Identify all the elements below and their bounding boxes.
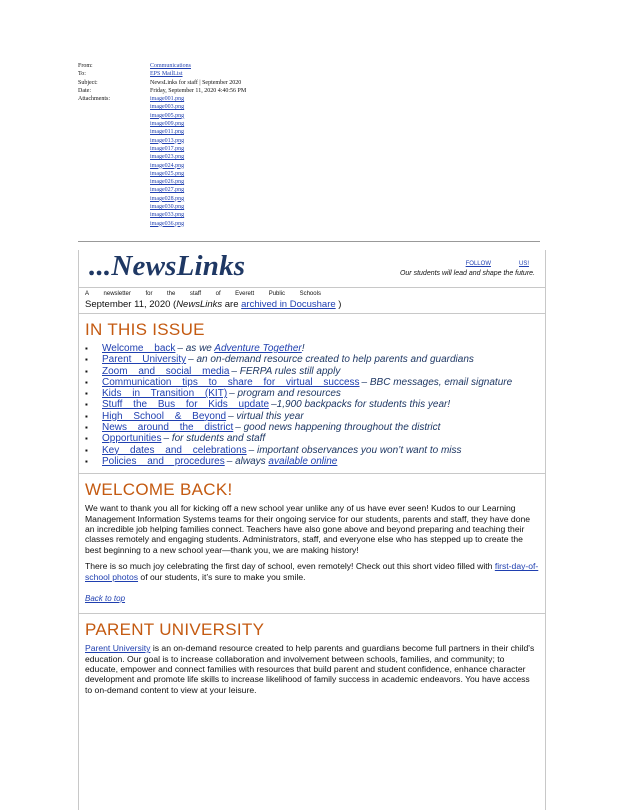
parent-university-section [79, 614, 545, 707]
archive-link[interactable]: archived in Docushare [241, 299, 336, 310]
toc-description [228, 411, 304, 422]
desc-word: A [85, 291, 90, 297]
toc-item [85, 377, 539, 388]
tagline: Our students will lead and shape the future. [399, 270, 535, 277]
toc-description [249, 445, 462, 456]
toc-description [235, 422, 440, 433]
attachment-link[interactable]: image023.png [150, 154, 185, 161]
section-title: WELCOME BACK! [85, 480, 233, 500]
attachment-link[interactable]: image017.png [150, 145, 185, 152]
issue-date-line [85, 299, 539, 310]
bullet-icon: ▪ [85, 445, 88, 455]
desc-word: of [215, 291, 221, 297]
bullet-icon: ▪ [85, 377, 88, 387]
attachment-link[interactable]: image001.png [150, 96, 185, 103]
toc-description [271, 399, 450, 410]
attachment-link[interactable]: image011.png [150, 129, 184, 136]
toc-item [85, 433, 539, 444]
toc-item [85, 456, 539, 467]
attachment-link[interactable]: image033.png [150, 212, 185, 219]
desc-word: newsletter [103, 291, 131, 297]
date-value: Friday, September 11, 2020 4:40:56 PM [150, 87, 247, 94]
attachment-link[interactable]: image036.png [150, 220, 185, 227]
attachments-label: Attachments: [78, 96, 110, 103]
follow-us [466, 261, 529, 267]
toc-description-text: – as we [177, 343, 215, 354]
follow-link[interactable]: FOLLOW [465, 261, 491, 267]
bullet-icon: ▪ [85, 456, 88, 466]
attachment-link[interactable]: image030.png [150, 204, 185, 211]
bullet-icon: ▪ [85, 411, 88, 421]
toc-item [85, 411, 539, 422]
masthead-title: ...NewsLinks [89, 250, 246, 282]
newsletter-description [85, 291, 321, 297]
attachment-link[interactable]: image024.png [150, 162, 185, 169]
desc-word: Schools [299, 291, 321, 297]
from-value[interactable]: Communications [150, 63, 191, 69]
paragraph-text: of our students, it’s sure to make you smile. [138, 571, 306, 582]
toc-link[interactable]: Parent University [102, 354, 187, 366]
attachment-link[interactable]: image005.png [150, 112, 185, 119]
to-label: To: [78, 71, 86, 78]
toc-link[interactable]: Stuff the Bus for Kids update [102, 399, 270, 411]
toc-description-text: – always [226, 455, 269, 467]
section-title: PARENT UNIVERSITY [85, 620, 265, 640]
attachment-link[interactable]: image025.png [150, 170, 185, 177]
toc-description-text: – an on-demand resource created to help parents and guardians [188, 354, 474, 366]
toc-description-link[interactable]: Adventure Together [214, 343, 302, 354]
newsletter-name: NewsLinks [176, 299, 223, 310]
newsletter [78, 250, 546, 810]
date-line-text: are [222, 299, 242, 310]
toc-item [85, 399, 539, 410]
toc-description [231, 366, 340, 377]
toc-description [229, 388, 341, 399]
toc-link[interactable]: High School & Beyond [102, 410, 227, 422]
desc-word: Everett [235, 291, 255, 297]
from-label: From: [78, 63, 93, 69]
date-label: Date: [78, 87, 91, 94]
toc-description-text: – virtual this year [228, 410, 304, 422]
issue-date: September 11, 2020 ( [85, 299, 177, 310]
toc-description-text: – good news happening throughout the district [235, 422, 441, 434]
toc-link[interactable]: Communication tips to share for virtual success [102, 376, 360, 388]
subheader [79, 288, 545, 314]
header-divider [78, 241, 540, 242]
toc-link[interactable]: Policies and procedures [102, 455, 225, 467]
attachment-link[interactable]: image028.png [150, 195, 185, 202]
toc-link[interactable]: Kids in Transition (KIT) [102, 388, 228, 400]
photos-link[interactable]: first-day-of-school photos [85, 561, 539, 582]
welcome-section [79, 474, 545, 614]
toc-list [85, 343, 539, 467]
desc-word: Public [268, 291, 286, 297]
toc-link[interactable]: News around the district [102, 422, 234, 434]
toc-description [177, 343, 304, 354]
toc-link[interactable]: Zoom and social media [102, 365, 230, 377]
toc-link[interactable]: Welcome back [102, 343, 176, 354]
masthead-bar [79, 250, 545, 288]
bullet-icon: ▪ [85, 423, 88, 433]
attachment-link[interactable]: image009.png [150, 121, 185, 128]
attachments-row [78, 95, 538, 228]
date-line-text: ) [335, 299, 342, 310]
welcome-paragraph: We want to thank you all for kicking off a new school year unlike any of us have ever seen! Kudos to our Learning Management Information Systems teams for their ongoing service for our students, parents and staff, they have done an incredible job helping families connect. Teachers have also gone above and beyond preparing and teaching their classes remotely and engaging students. Administrators, staff, and everyone else who has stepped up to create the best beginning to a new school year—thank you, we are making history! [85, 503, 531, 555]
parent-university-link[interactable]: Parent University [85, 643, 151, 654]
desc-word: staff [189, 291, 202, 297]
toc-description [362, 377, 513, 388]
in-this-issue-section [79, 314, 545, 474]
bullet-icon: ▪ [85, 400, 88, 410]
toc-description-text: – program and resources [229, 388, 341, 400]
date-row [78, 87, 538, 95]
to-value[interactable]: EPS MailList [150, 71, 183, 78]
toc-description [188, 354, 474, 365]
from-row [78, 62, 538, 70]
paragraph-text: There is so much joy celebrating the first day of school, even remotely! Check out this short video filled with [85, 561, 495, 572]
back-to-top-link[interactable]: Back to top [85, 594, 126, 604]
subject-row [78, 79, 538, 87]
paragraph-text: is an on-demand resource created to help parents and guardians become full partners in their child's education. Our goal is to increase collaboration and involvement between schools, families, and community; to educate, empower and connect families with resources that build parent and student confidence, enhance character development and promote life skills to increase likelihood of family success in academic endeavors. You have access to on-demand content to view at your leisure. [85, 643, 535, 695]
toc-description-text: – important observances you won’t want to miss [248, 444, 462, 456]
toc-description-link[interactable]: available online [268, 455, 338, 467]
attachment-link[interactable]: image003.png [150, 104, 185, 111]
bullet-icon: ▪ [85, 355, 88, 365]
bullet-icon: ▪ [85, 389, 88, 399]
attachment-link[interactable]: image026.png [150, 179, 185, 186]
toc-item [85, 388, 539, 399]
toc-item [85, 422, 539, 433]
bullet-icon: ▪ [85, 366, 88, 376]
toc-description-text: – FERPA rules still apply [231, 365, 341, 377]
attachment-link[interactable]: image027.png [150, 187, 185, 194]
toc-item [85, 366, 539, 377]
toc-item [85, 343, 539, 354]
parent-university-paragraph [85, 643, 539, 695]
toc-link[interactable]: Key dates and celebrations [102, 444, 247, 456]
email-header [78, 62, 538, 228]
toc-link[interactable]: Opportunities [102, 433, 162, 445]
follow-us-link[interactable]: US! [518, 261, 529, 267]
toc-item [85, 354, 539, 365]
subject-value: NewsLinks for staff | September 2020 [150, 79, 242, 86]
attachment-link[interactable]: image013.png [150, 137, 185, 144]
section-title: IN THIS ISSUE [85, 320, 205, 339]
to-row [78, 70, 538, 78]
attachments-list [150, 95, 538, 228]
toc-description [163, 433, 265, 444]
toc-description-text: ! [301, 343, 305, 354]
bullet-icon: ▪ [85, 434, 88, 444]
toc-item [85, 445, 539, 456]
toc-description [227, 456, 338, 467]
bullet-icon: ▪ [85, 344, 88, 353]
subject-label: Subject: [78, 79, 98, 86]
desc-word: the [166, 291, 176, 297]
toc-description-text: – BBC messages, email signature [361, 376, 513, 388]
welcome-paragraph-2 [85, 561, 539, 582]
toc-description-text: –1,900 backpacks for students this year! [271, 399, 451, 411]
toc-description-text: – for students and staff [163, 433, 266, 445]
desc-word: for [145, 291, 153, 297]
